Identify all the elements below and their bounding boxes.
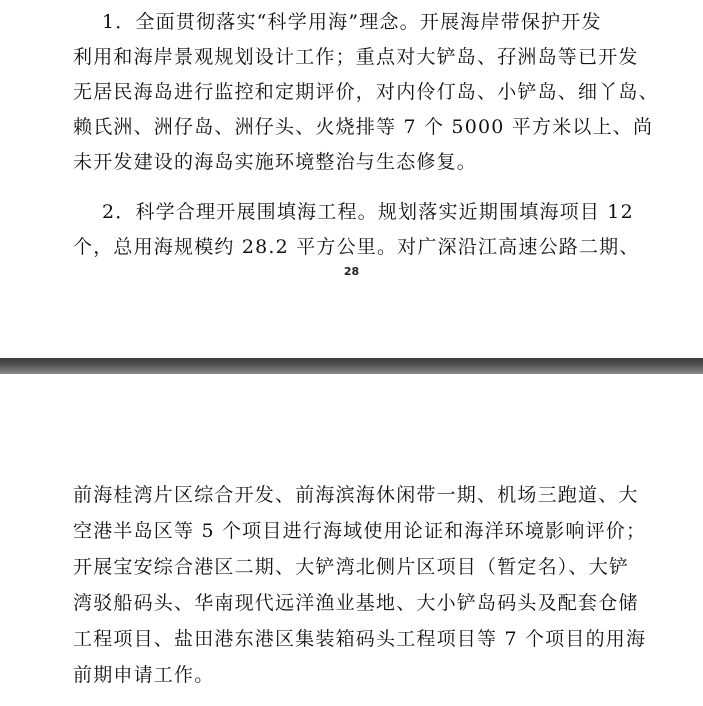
text-line: 开展宝安综合港区二期、大铲湾北侧片区项目（暂定名）、大铲: [73, 556, 630, 578]
text-line: 湾驳船码头、华南现代远洋渔业基地、大小铲岛码头及配套仓储: [73, 592, 639, 614]
text-line: 前海桂湾片区综合开发、前海滨海休闲带一期、机场三跑道、大: [73, 484, 639, 506]
text-line: 赖氏洲、洲仔岛、洲仔头、火烧排等 7 个 5000 平方米以上、尚: [73, 116, 654, 138]
text-line: 未开发建设的海岛实施环境整治与生态修复。: [73, 151, 478, 173]
text-line: 前期申请工作。: [73, 664, 215, 686]
text-line: 2．科学合理开展围填海工程。规划落实近期围填海项目 12: [73, 201, 634, 223]
text-line: 1．全面贯彻落实“科学用海”理念。开展海岸带保护开发: [73, 11, 602, 33]
page-separator: [0, 358, 703, 374]
page-number: 28: [343, 265, 360, 278]
document-page-29: [0, 374, 703, 706]
text-line: 个，总用海规模约 28.2 平方公里。对广深沿江高速公路二期、: [73, 236, 640, 258]
text-line: 空港半岛区等 5 个项目进行海域使用论证和海洋环境影响评价；: [73, 520, 647, 542]
text-line: 无居民海岛进行监控和定期评价，对内伶仃岛、小铲岛、细丫岛、: [73, 81, 659, 103]
text-line: 利用和海岸景观规划设计工作；重点对大铲岛、孖洲岛等已开发: [73, 46, 639, 68]
text-line: 工程项目、盐田港东港区集装箱码头工程项目等 7 个项目的用海: [73, 628, 647, 650]
